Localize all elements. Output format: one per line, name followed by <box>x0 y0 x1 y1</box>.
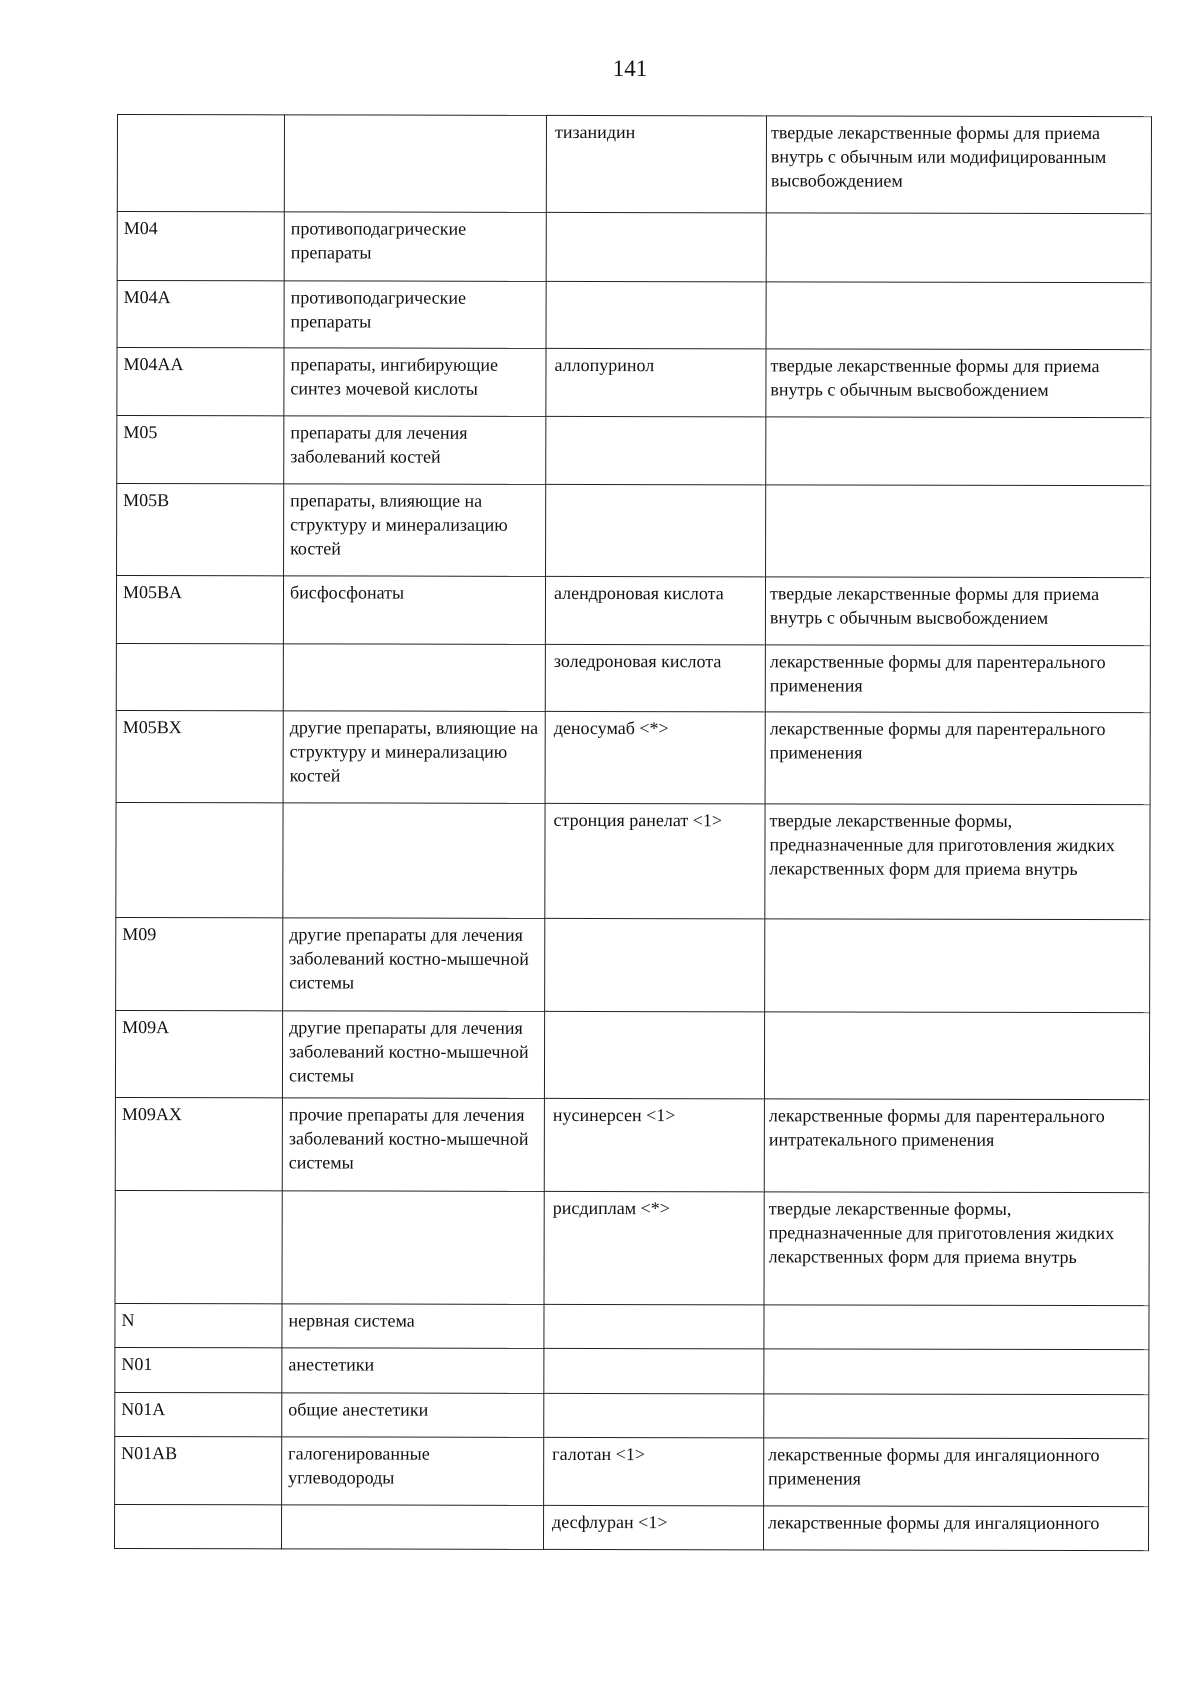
group-name: бисфосфонаты <box>283 576 545 645</box>
medicine-name: стронция ранелат <1> <box>545 803 765 918</box>
table-row <box>115 1097 1149 1192</box>
dosage-form <box>764 1349 1149 1395</box>
table-row <box>117 115 1151 214</box>
group-name: другие препараты, влияющие на структуру и минерализацию костей <box>283 711 545 804</box>
table-row <box>117 281 1151 350</box>
medication-table <box>114 114 1152 1551</box>
group-name: анестетики <box>282 1348 544 1394</box>
atc-code <box>114 1504 281 1548</box>
group-name <box>283 644 545 712</box>
dosage-form: твердые лекарственные формы для приема внутрь с обычным высвобождением <box>766 349 1151 418</box>
table-row <box>117 212 1151 283</box>
table-row <box>116 576 1150 646</box>
atc-code: M09A <box>115 1010 282 1097</box>
dosage-form <box>764 1012 1149 1100</box>
dosage-form <box>764 1305 1149 1350</box>
medicine-name: алендроновая кислота <box>545 576 765 644</box>
table-row <box>116 710 1150 804</box>
group-name: противоподагрические препараты <box>284 212 546 282</box>
medicine-name <box>546 484 766 576</box>
atc-code: M05 <box>117 416 284 484</box>
table-row <box>115 1392 1149 1438</box>
group-name: нервная система <box>282 1304 544 1349</box>
dosage-form <box>766 213 1151 283</box>
atc-code: M04A <box>117 281 284 348</box>
dosage-form: твердые лекарственные формы, предназначенные для приготовления жидких лекарственных форм для приема внутрь <box>765 804 1150 920</box>
medicine-name: золедроновая кислота <box>545 644 765 711</box>
atc-code: N01 <box>115 1347 282 1392</box>
medicine-name <box>544 1348 764 1393</box>
atc-code: N01A <box>115 1392 282 1436</box>
medicine-name <box>544 1011 764 1098</box>
medicine-name <box>544 1393 764 1437</box>
dosage-form: твердые лекарственные формы для приема внутрь с обычным или модифицированным высвобождением <box>766 116 1151 214</box>
dosage-form <box>766 282 1151 350</box>
atc-code: M05BX <box>116 710 283 802</box>
group-name: прочие препараты для лечения заболеваний костно-мышечной системы <box>282 1098 544 1192</box>
medicine-name <box>546 281 766 348</box>
atc-code <box>116 643 283 710</box>
group-name: препараты для лечения заболеваний костей <box>284 416 546 485</box>
dosage-form <box>766 417 1151 486</box>
group-name: другие препараты для лечения заболеваний костно-мышечной системы <box>283 918 545 1012</box>
atc-code: M05B <box>117 484 284 576</box>
table-row <box>115 1303 1149 1349</box>
dosage-form <box>765 919 1150 1013</box>
table-row <box>117 348 1151 418</box>
table-row <box>117 416 1151 486</box>
medicine-name: деносумаб <*> <box>545 711 765 803</box>
table-row <box>115 1347 1149 1394</box>
medicine-name <box>544 1304 764 1348</box>
dosage-form: твердые лекарственные формы для приема внутрь с обычным высвобождением <box>765 577 1150 646</box>
atc-code: M09 <box>116 917 283 1010</box>
dosage-form: лекарственные формы для ингаляционного применения <box>764 1438 1149 1507</box>
atc-code: M09AX <box>115 1097 282 1190</box>
medicine-name: нусинерсен <1> <box>544 1098 764 1191</box>
atc-code: M04 <box>117 212 284 281</box>
medicine-name <box>546 416 766 484</box>
table-row <box>115 1010 1149 1099</box>
dosage-form: лекарственные формы для ингаляционного <box>763 1506 1148 1551</box>
atc-code <box>116 802 283 917</box>
medicine-name <box>545 918 765 1011</box>
atc-code: M04AA <box>117 348 284 416</box>
dosage-form <box>764 1394 1149 1439</box>
table-row <box>115 1190 1149 1305</box>
atc-code: N01AB <box>115 1436 282 1504</box>
medicine-name <box>546 212 766 281</box>
group-name: другие препараты для лечения заболеваний костно-мышечной системы <box>282 1011 544 1099</box>
group-name <box>284 115 546 213</box>
group-name <box>281 1505 543 1550</box>
dosage-form: твердые лекарственные формы, предназначенные для приготовления жидких лекарственных форм для приема внутрь <box>764 1192 1149 1306</box>
dosage-form: лекарственные формы для парентерального применения <box>765 645 1150 713</box>
atc-code <box>115 1190 282 1303</box>
medicine-name: тизанидин <box>546 115 766 212</box>
table-row <box>116 643 1150 712</box>
page-number: 141 <box>612 56 648 81</box>
table-row <box>116 917 1150 1012</box>
table-row <box>116 802 1150 919</box>
group-name: противоподагрические препараты <box>284 281 546 349</box>
dosage-form <box>766 485 1151 578</box>
table-row <box>114 1504 1148 1550</box>
group-name: препараты, влияющие на структуру и минерализацию костей <box>284 484 546 577</box>
medicine-name: галотан <1> <box>544 1437 764 1505</box>
medicine-name: рисдиплам <*> <box>544 1191 764 1304</box>
group-name <box>282 1191 544 1305</box>
group-name: общие анестетики <box>282 1393 544 1438</box>
table-row <box>117 484 1151 578</box>
medicine-name: аллопуринол <box>546 348 766 416</box>
group-name: препараты, ингибирующие синтез мочевой кислоты <box>284 348 546 417</box>
atc-code <box>117 115 284 212</box>
group-name <box>283 803 545 919</box>
dosage-form: лекарственные формы для парентерального применения <box>765 712 1150 805</box>
dosage-form: лекарственные формы для парентерального интратекального применения <box>764 1099 1149 1193</box>
atc-code: N <box>115 1303 282 1347</box>
medicine-name: десфлуран <1> <box>543 1505 763 1549</box>
atc-code: M05BA <box>116 576 283 644</box>
group-name: галогенированные углеводороды <box>282 1437 544 1506</box>
table-row <box>115 1436 1149 1506</box>
